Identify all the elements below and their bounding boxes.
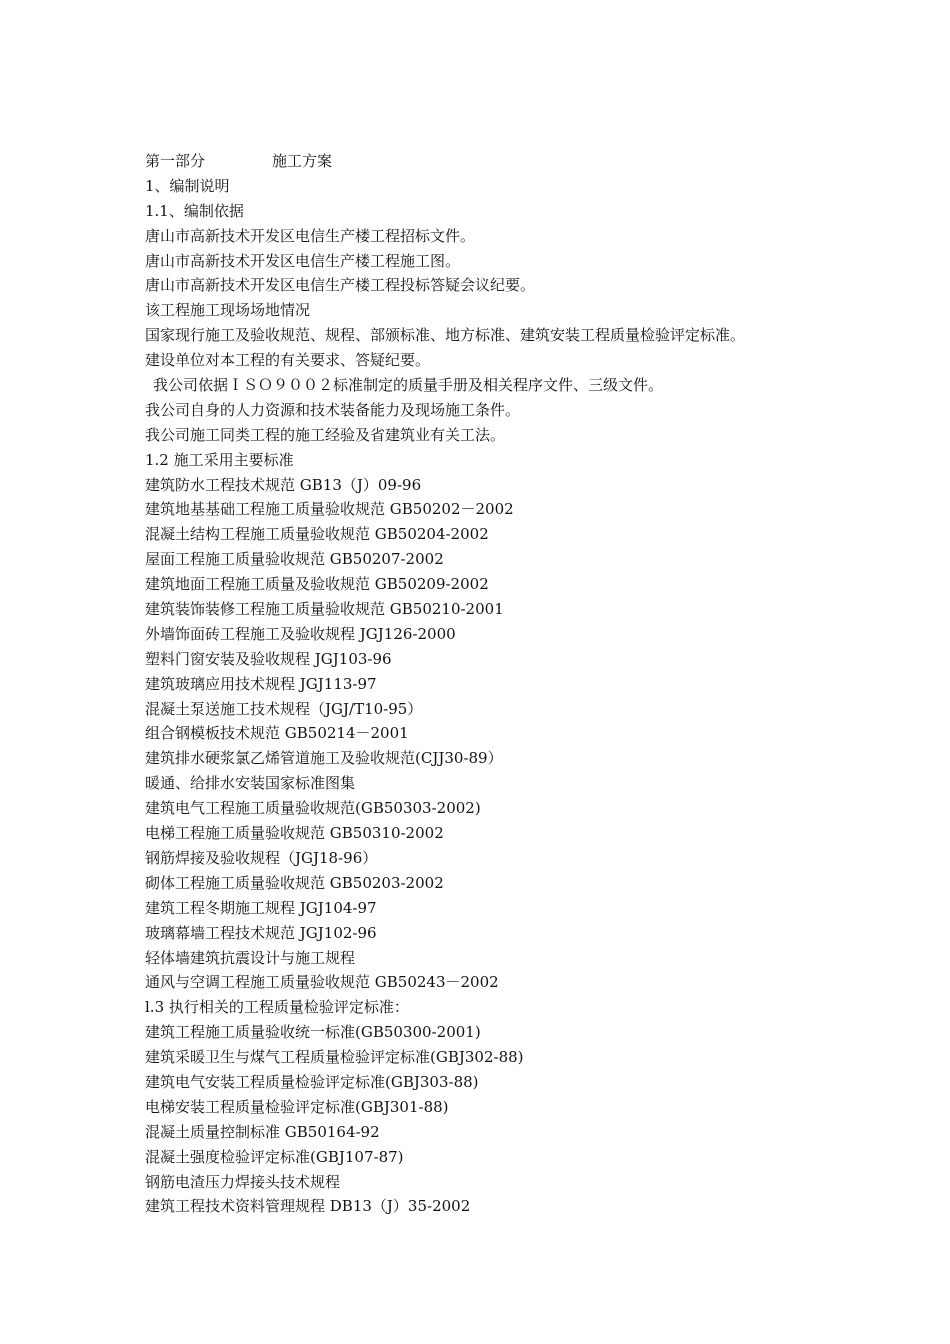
standard-item: 建筑防水工程技术规范 GB13（J）09-96 — [145, 475, 422, 494]
standard-item: 建筑装饰装修工程施工质量验收规范 GB50210-2001 — [145, 600, 504, 619]
standard-item: 通风与空调工程施工质量验收规范 GB50243－2002 — [145, 973, 499, 992]
basis-item: 我公司依据ＩＳＯ９００２标准制定的质量手册及相关程序文件、三级文件。 — [153, 376, 664, 395]
standard-item: 混凝土泵送施工技术规程（JGJ/T10-95） — [145, 699, 423, 718]
section-heading-1-3: l.3 执行相关的工程质量检验评定标准： — [145, 998, 409, 1017]
standard-item: 建筑地基基础工程施工质量验收规范 GB50202－2002 — [145, 500, 514, 519]
quality-standard-item: 建筑工程技术资料管理规程 DB13（J）35-2002 — [145, 1197, 471, 1216]
basis-item: 国家现行施工及验收规范、规程、部颁标准、地方标准、建筑安装工程质量检验评定标准。 — [145, 326, 746, 345]
part-heading — [145, 149, 845, 174]
standard-item: 建筑排水硬浆氯乙烯管道施工及验收规范(CJJ30-89） — [145, 749, 503, 768]
standard-item: 建筑电气工程施工质量验收规范(GB50303-2002) — [145, 799, 481, 818]
standard-item: 建筑玻璃应用技术规程 JGJ113-97 — [145, 674, 377, 693]
section-heading-1-2: 1.2 施工采用主要标准 — [145, 450, 294, 469]
standard-item: 砌体工程施工质量验收规范 GB50203-2002 — [145, 873, 444, 892]
basis-item: 建设单位对本工程的有关要求、答疑纪要。 — [145, 351, 431, 370]
standard-item: 外墙饰面砖工程施工及验收规程 JGJ126-2000 — [145, 624, 456, 643]
standard-item: 建筑地面工程施工质量及验收规范 GB50209-2002 — [145, 575, 489, 594]
basis-item: 唐山市高新技术开发区电信生产楼工程招标文件。 — [145, 226, 476, 245]
standard-item: 屋面工程施工质量验收规范 GB50207-2002 — [145, 550, 444, 569]
quality-standard-item: 混凝土质量控制标准 GB50164-92 — [145, 1122, 380, 1141]
standard-item: 混凝土结构工程施工质量验收规范 GB50204-2002 — [145, 525, 489, 544]
quality-standard-item: 建筑采暖卫生与煤气工程质量检验评定标准(GBJ302-88) — [145, 1048, 524, 1067]
basis-item: 我公司自身的人力资源和技术装备能力及现场施工条件。 — [145, 400, 521, 419]
basis-item: 我公司施工同类工程的施工经验及省建筑业有关工法。 — [145, 425, 506, 444]
part-title: 施工方案 — [272, 152, 333, 170]
standard-item: 电梯工程施工质量验收规范 GB50310-2002 — [145, 824, 444, 843]
section-heading-1-1: 1.1、编制依据 — [145, 201, 244, 220]
basis-item: 唐山市高新技术开发区电信生产楼工程投标答疑会议纪要。 — [145, 276, 536, 295]
standard-item: 钢筋焊接及验收规程（JGJ18-96） — [145, 848, 378, 867]
standard-item: 建筑工程冬期施工规程 JGJ104-97 — [145, 898, 377, 917]
quality-standard-item: 建筑电气安装工程质量检验评定标准(GBJ303-88) — [145, 1072, 479, 1091]
standard-item: 玻璃幕墙工程技术规范 JGJ102-96 — [145, 923, 377, 942]
quality-standard-item: 建筑工程施工质量验收统一标准(GB50300-2001) — [145, 1023, 481, 1042]
quality-standard-item: 钢筋电渣压力焊接头技术规程 — [145, 1172, 341, 1191]
basis-item: 唐山市高新技术开发区电信生产楼工程施工图。 — [145, 251, 461, 270]
standard-item: 组合钢模板技术规范 GB50214－2001 — [145, 724, 409, 743]
section-heading-1: 1、编制说明 — [145, 176, 230, 195]
quality-standard-item: 电梯安装工程质量检验评定标准(GBJ301-88) — [145, 1097, 449, 1116]
standard-item: 塑料门窗安装及验收规程 JGJ103-96 — [145, 649, 392, 668]
basis-item: 该工程施工现场场地情况 — [145, 301, 311, 320]
part-label: 第一部分 — [145, 152, 206, 170]
standard-item: 轻体墙建筑抗震设计与施工规程 — [145, 948, 356, 967]
quality-standard-item: 混凝土强度检验评定标准(GBJ107-87) — [145, 1147, 404, 1166]
standard-item: 暖通、给排水安装国家标准图集 — [145, 774, 356, 793]
document-body — [145, 149, 845, 1219]
